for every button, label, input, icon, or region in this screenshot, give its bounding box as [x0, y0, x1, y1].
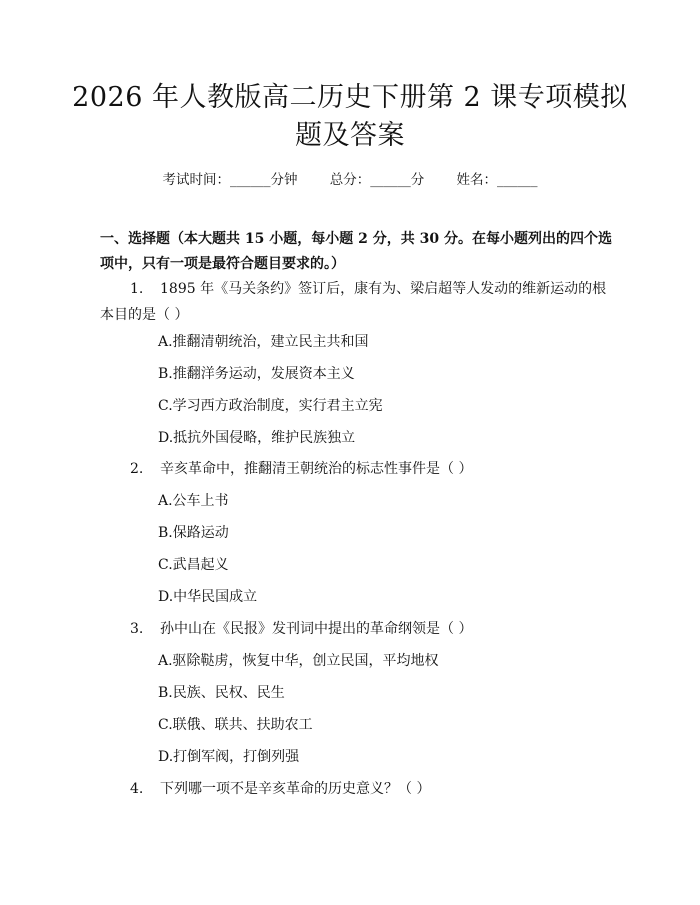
student-name-field: 姓名：______ — [456, 172, 538, 188]
document-title-line-1: 2026 年人教版高二历史下册第 2 课专项模拟 — [72, 82, 628, 113]
question-number: 2. — [130, 461, 144, 477]
question-number: 3. — [130, 621, 144, 637]
question-1 — [130, 276, 606, 302]
question-3-option-d: D.打倒军阀，打倒列强 — [158, 749, 300, 765]
exam-time-field: 考试时间：______分钟 — [162, 172, 298, 188]
question-1-option-b: B.推翻洋务运动，发展资本主义 — [158, 366, 355, 382]
question-1-option-d: D.抵抗外国侵略，维护民族独立 — [158, 430, 356, 446]
question-1-option-c: C.学习西方政治制度，实行君主立宪 — [158, 398, 383, 414]
section-heading: 一、选择题（本大题共 15 小题，每小题 2 分，共 30 分。在每小题列出的四个选项中，只有一项是最符合题目要求的。） — [100, 231, 612, 272]
question-text: 孙中山在《民报》发刊词中提出的革命纲领是（ ） — [160, 621, 473, 637]
question-3-option-a: A.驱除鞑虏，恢复中华，创立民国，平均地权 — [158, 653, 439, 669]
question-2-option-b: B.保路运动 — [158, 525, 229, 541]
question-text: 辛亥革命中，推翻清王朝统治的标志性事件是（ ） — [160, 461, 473, 477]
exam-meta — [0, 168, 700, 188]
question-text-line-1: 1895 年《马关条约》签订后，康有为、梁启超等人发动的维新运动的根 — [160, 281, 607, 297]
question-2-option-c: C.武昌起义 — [158, 557, 229, 573]
question-2-option-a: A.公车上书 — [158, 493, 229, 509]
question-3-option-b: B.民族、民权、民生 — [158, 685, 285, 701]
total-score-field: 总分：______分 — [329, 172, 425, 188]
question-4 — [130, 776, 430, 802]
question-2 — [130, 456, 472, 482]
question-number: 4. — [130, 781, 144, 797]
question-number: 1. — [130, 281, 144, 297]
document-title-line-2: 题及答案 — [295, 120, 405, 151]
question-3-option-c: C.联俄、联共、扶助农工 — [158, 717, 313, 733]
question-3 — [130, 616, 472, 642]
question-1-continued: 本目的是（ ） — [100, 307, 189, 323]
question-2-option-d: D.中华民国成立 — [158, 589, 258, 605]
question-1-option-a: A.推翻清朝统治，建立民主共和国 — [158, 334, 369, 350]
question-text: 下列哪一项不是辛亥革命的历史意义？（ ） — [160, 781, 431, 797]
